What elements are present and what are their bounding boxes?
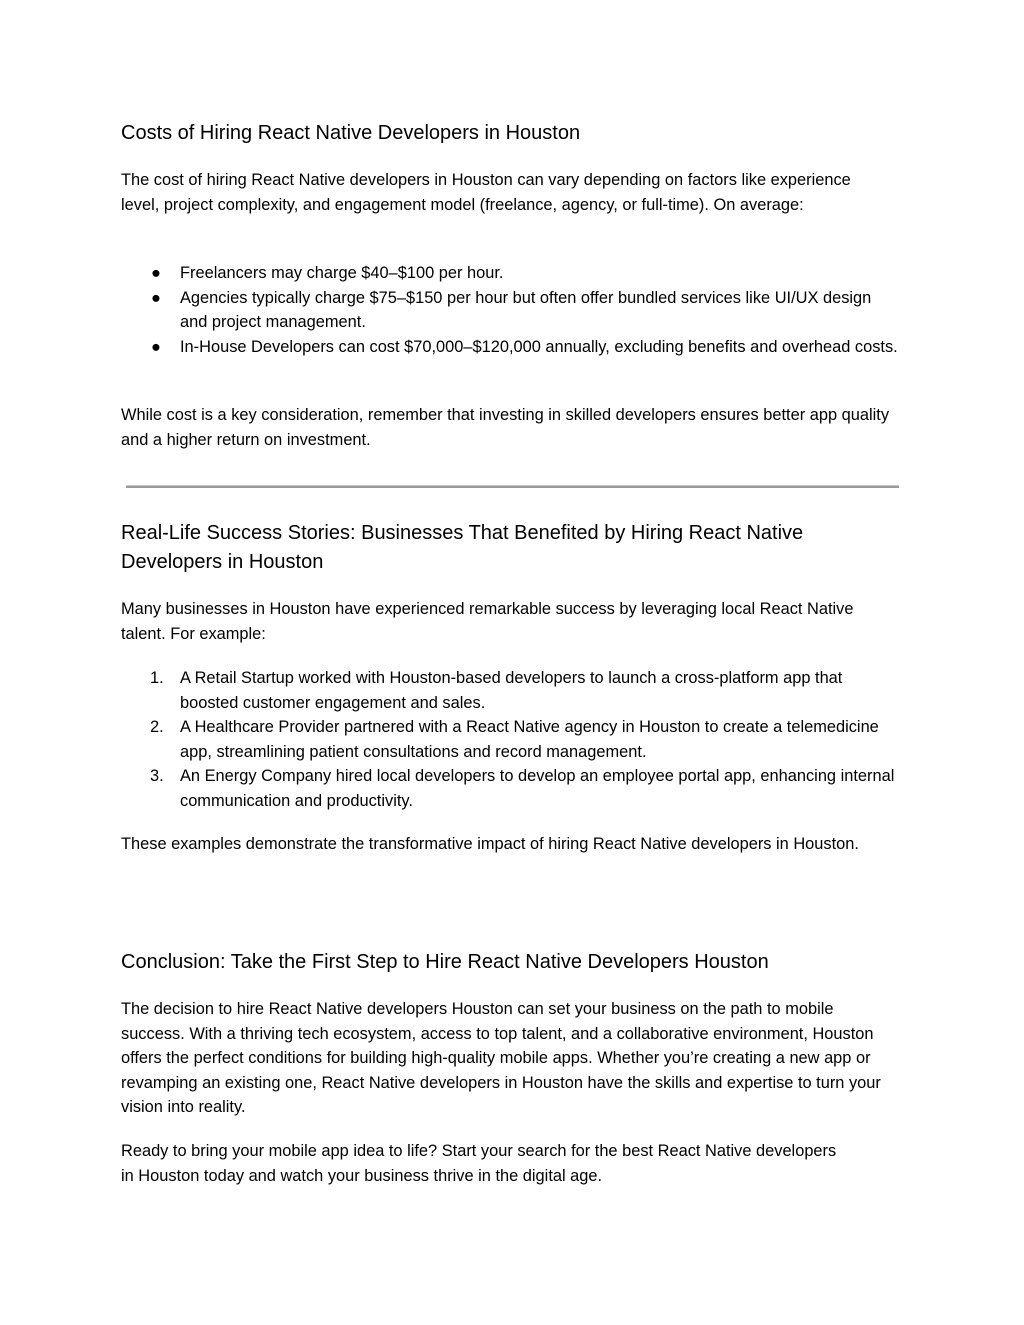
list-item [121,666,901,715]
list-item-text: A Retail Startup worked with Houston-based developers to launch a cross-platform app that boosted customer engagement and sales. [180,669,843,712]
list-item [121,764,901,813]
list-number: 2. [150,718,164,736]
list-item [121,715,901,764]
section-heading-conclusion: Conclusion: Take the First Step to Hire React Native Developers Houston [121,951,769,973]
horizontal-divider [126,485,899,488]
section-heading-costs: Costs of Hiring React Native Developers in Houston [121,122,581,144]
section-heading-success-stories: Real-Life Success Stories: Businesses That Benefited by Hiring React Native Developers in Houston [121,522,804,573]
costs-intro-paragraph: The cost of hiring React Native developers in Houston can vary depending on factors like experience level, project complexity, and engagement model (freelance, agency, or full-time). On average: [121,171,851,214]
list-number: 3. [150,767,164,785]
costs-bullet-list [121,261,901,359]
bullet-icon: ● [151,264,161,282]
list-item-text: In-House Developers can cost $70,000–$120,000 annually, excluding benefits and overhead costs. [180,337,898,356]
conclusion-paragraph-2: Ready to bring your mobile app idea to life? Start your search for the best React Native developers in Houston today and watch your business thrive in the digital age. [121,1142,837,1185]
bullet-icon: ● [151,337,161,356]
list-item-text: An Energy Company hired local developers to develop an employee portal app, enhancing internal communication and productivity. [180,767,895,810]
list-item [121,286,901,335]
success-numbered-list [121,666,901,813]
list-item-text: Agencies typically charge $75–$150 per hour but often offer bundled services like UI/UX design and project management. [180,288,872,331]
success-closing-paragraph: These examples demonstrate the transformative impact of hiring React Native developers in Houston. [121,835,859,853]
bullet-icon: ● [151,288,161,307]
list-item-text: A Healthcare Provider partnered with a React Native agency in Houston to create a telemedicine app, streamlining patient consultations and record management. [180,718,879,761]
list-item-text: Freelancers may charge $40–$100 per hour. [180,264,504,282]
conclusion-paragraph-1: The decision to hire React Native developers Houston can set your business on the path to mobile success. With a thriving tech ecosystem, access to top talent, and a collaborative environment, Houston offers the perfect conditions for building high-quality mobile apps. Whether you’re creating a new app or revamping an existing one, React Native developers in Houston have the skills and expertise to turn your vision into reality. [121,1000,881,1116]
costs-closing-paragraph: While cost is a key consideration, remember that investing in skilled developers ensures better app quality and a higher return on investment. [121,406,890,449]
list-number: 1. [150,669,164,687]
list-item [121,261,901,286]
success-intro-paragraph: Many businesses in Houston have experienced remarkable success by leveraging local React Native talent. For example: [121,600,854,643]
list-item [121,335,901,360]
